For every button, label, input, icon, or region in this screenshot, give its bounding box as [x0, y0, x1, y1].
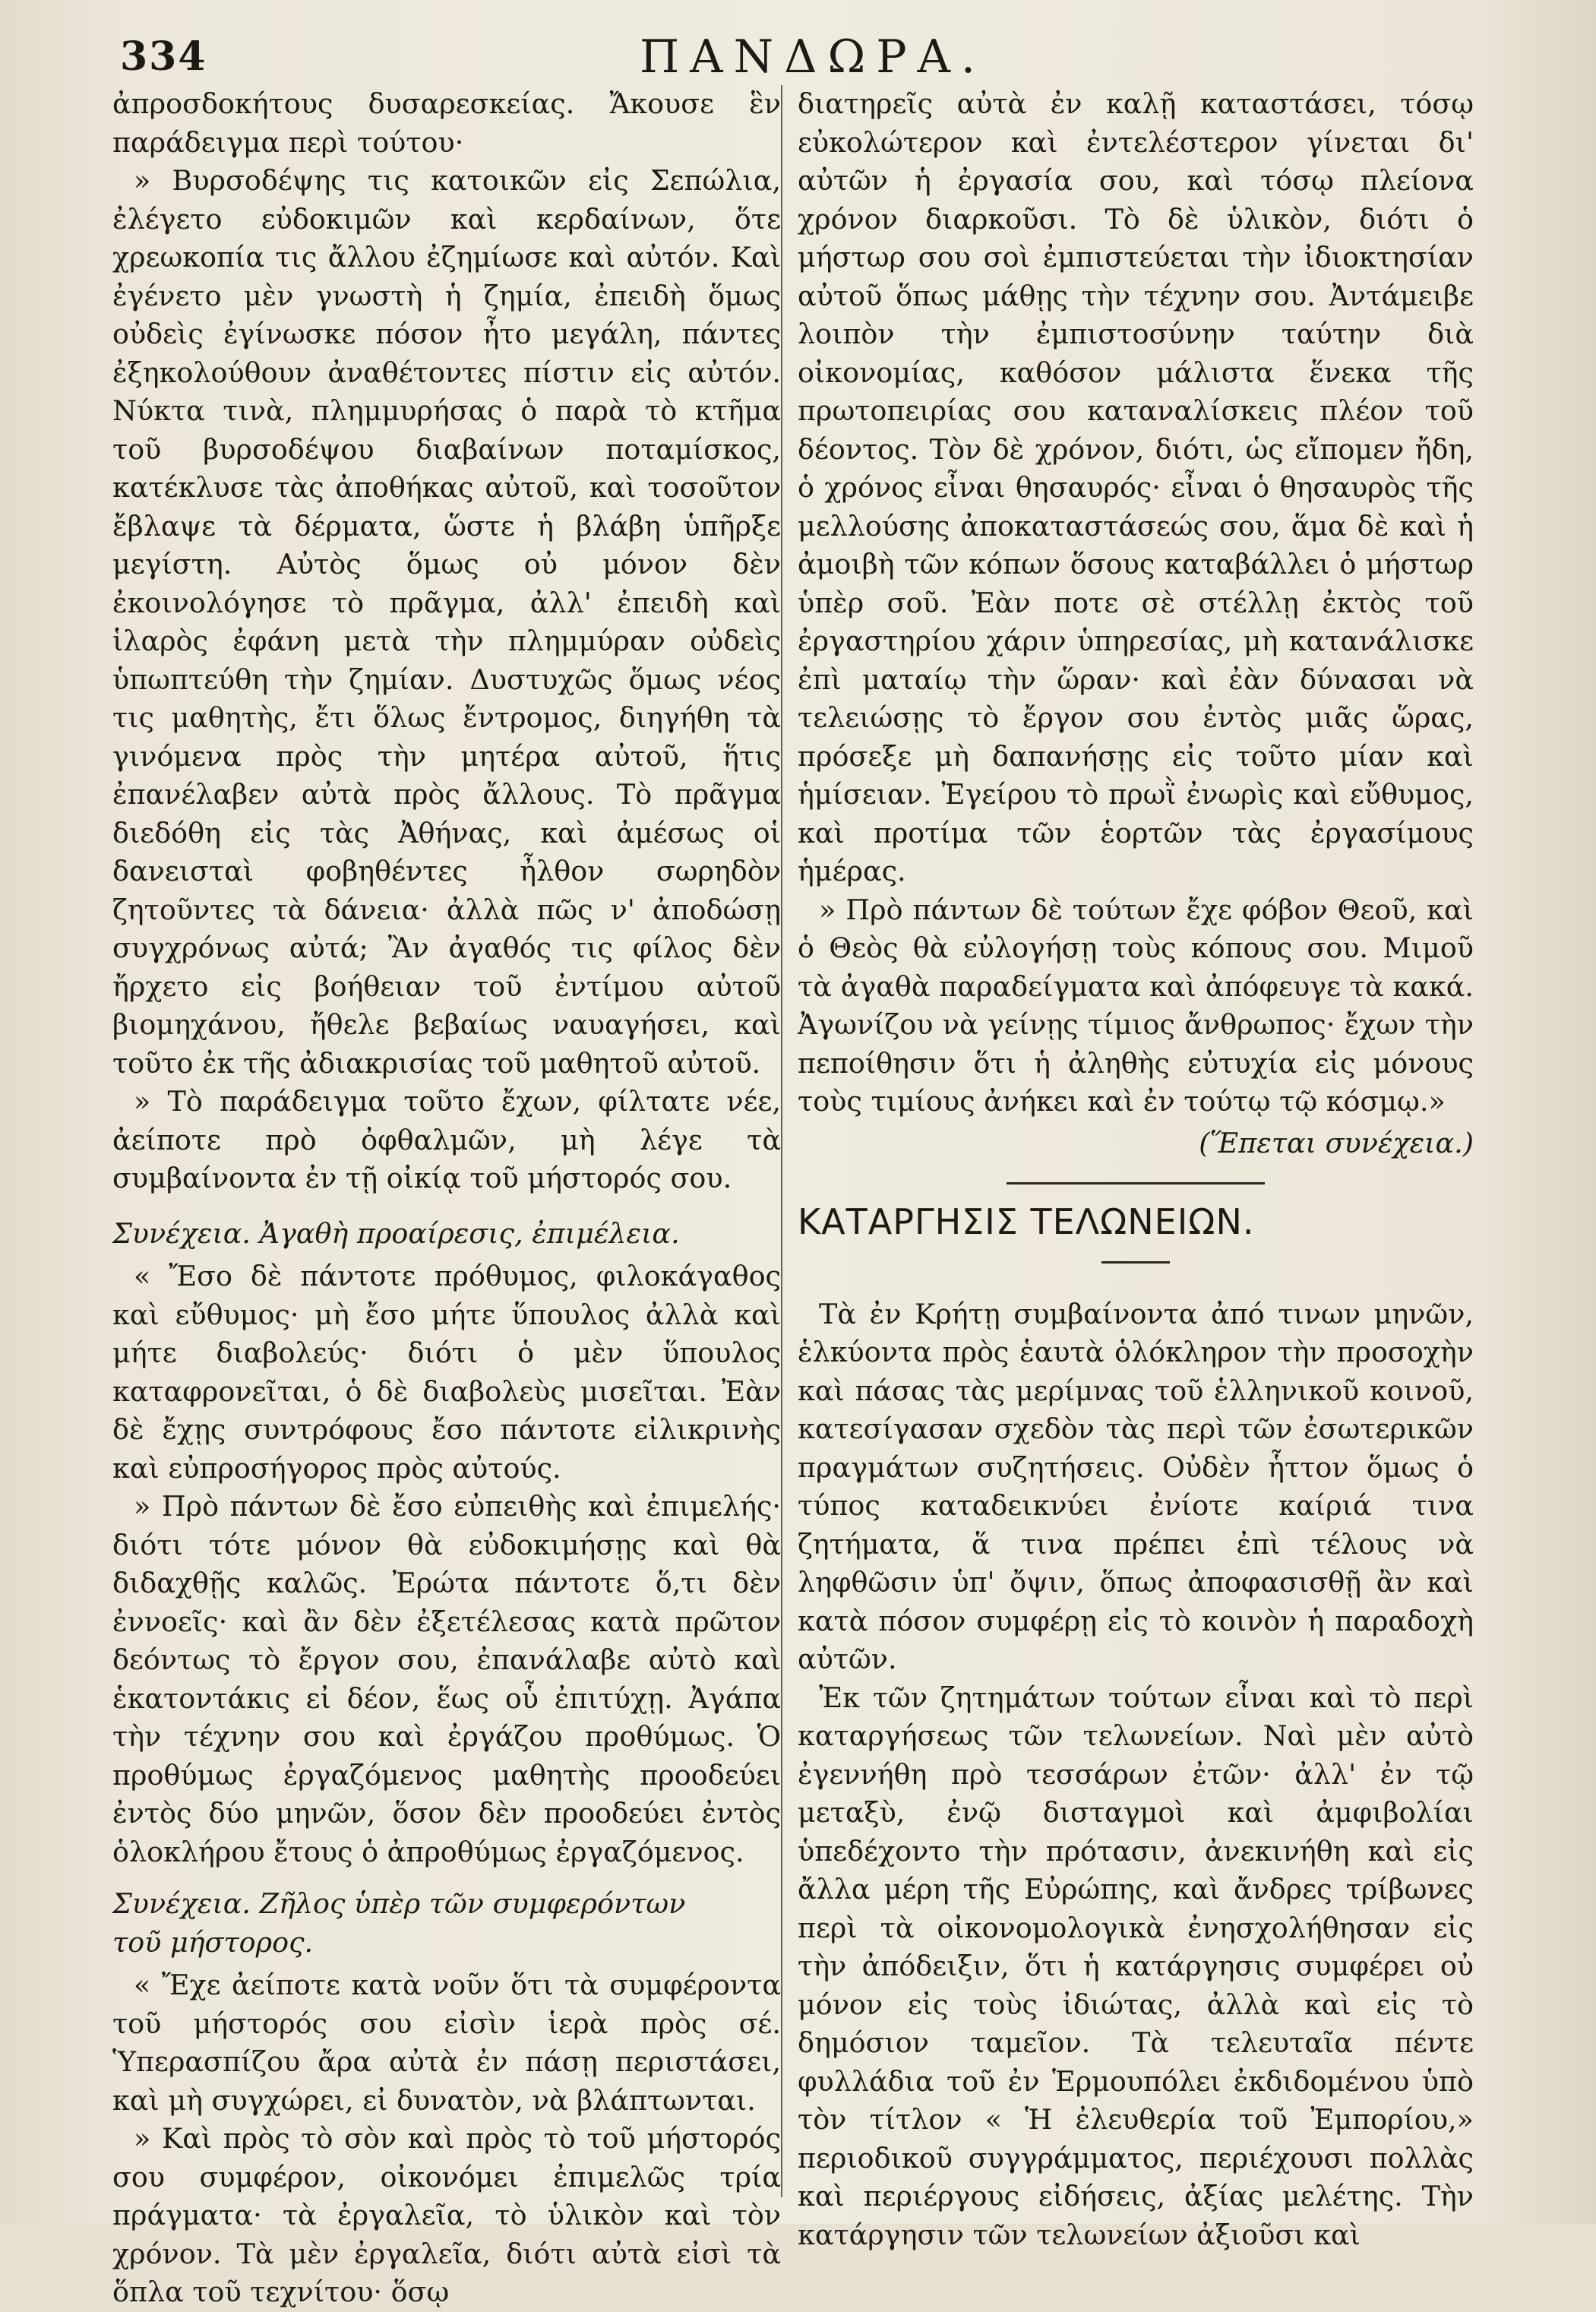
- paragraph: διατηρεῖς αὐτὰ ἐν καλῇ καταστάσει, τόσῳ εὐκολώτερον καὶ ἐντελέστερον γίνεται δι' αὐτῶν ἡ ἐργασία σου, καὶ τόσῳ πλείονα χρόνον διαρκοῦσι. Τὸ δὲ ὑλικὸν, διότι ὁ μήστωρ σου σοὶ ἐμπιστεύεται τὴν ἰδιοκτησίαν αὐτοῦ ὅπως μάθῃς τὴν τέχνην σου. Ἀντάμειβε λοιπὸν τὴν ἐμπιστοσύνην ταύτην διὰ οἰκονομίας, καθόσον μάλιστα ἕνεκα τῆς πρωτοπειρίας σου καταναλίσκεις πλέον τοῦ δέοντος. Τὸν δὲ χρόνον, διότι, ὡς εἴπομεν ἤδη, ὁ χρόνος εἶναι θησαυρός· εἶναι ὁ θησαυρὸς τῆς μελλούσης ἀποκαταστάσεώς σου, ἅμα δὲ καὶ ἡ ἀμοιβὴ τῶν κόπων ὅσους καταβάλλει ὁ μήστωρ ὑπὲρ σοῦ. Ἐὰν ποτε σὲ στέλλῃ ἐκτὸς τοῦ ἐργαστηρίου χάριν ὑπηρεσίας, μὴ κατανάλισκε ἐπὶ ματαίῳ τὴν ὥραν· καὶ ἐὰν δύνασαι νὰ τελειώσῃς τὸ ἔργον σου ἐντὸς μιᾶς ὥρας, πρόσεξε μὴ δαπανήσῃς εἰς τοῦτο μίαν καὶ ἡμίσειαν. Ἐγείρου τὸ πρωῒ ἐνωρὶς καὶ εὔθυμος, καὶ προτίμα τῶν ἑορτῶν τὰς ἐργασίμους ἡμέρας.: [798, 87, 1474, 887]
- continued-note: (Ἕπεται συνέχεια.): [1199, 1126, 1474, 1159]
- section-divider: [1007, 1182, 1265, 1184]
- paragraph: Ἐκ τῶν ζητημάτων τούτων εἶναι καὶ τὸ περὶ καταργήσεως τῶν τελωνείων. Ναὶ μὲν αὐτὸ ἐγεννήθη πρὸ τεσσάρων ἐτῶν· ἀλλ' ἐν τῷ μεταξὺ, ἐνῷ δισταγμοὶ καὶ ἀμφιβολίαι ὑπεδέχοντο τὴν πρότασιν, ἀνεκινήθη καὶ εἰς ἄλλα μέρη τῆς Εὐρώπης, καὶ ἄνδρες τρίβωνες περὶ τὰ οἰκονομολογικὰ ἐνησχολήθησαν εἰς τὴν ἀπόδειξιν, ὅτι ἡ κατάργησις συμφέρει οὐ μόνον εἰς τοὺς ἰδιώτας, ἀλλὰ καὶ εἰς τὸ δημόσιον ταμεῖον. Τὰ τελευταῖα πέντε φυλλάδια τοῦ ἐν Ἑρμουπόλει ἐκδιδομένου ὑπὸ τὸν τίτλον « Ἡ ἐλευθερία τοῦ Ἐμπορίου,» περιοδικοῦ συγγράμματος, περιέχουσι πολλὰς καὶ περιέργους εἰδήσεις, ἀξίας μελέτης. Τὴν κατάργησιν τῶν τελωνείων ἀξιοῦσι καὶ: [798, 1681, 1474, 2251]
- right-column: [798, 85, 1474, 2251]
- paragraph: ἀπροσδοκήτους δυσαρεσκείας. Ἄκουσε ἓν παράδειγμα περὶ τούτου·: [112, 87, 781, 159]
- paragraph: » Βυρσοδέψης τις κατοικῶν εἰς Σεπώλια, ἐλέγετο εὐδοκιμῶν καὶ κερδαίνων, ὅτε χρεωκοπία τις ἄλλου ἐζημίωσε καὶ αὐτόν. Καὶ ἐγένετο μὲν γνωστὴ ἡ ζημία, ἐπειδὴ ὅμως οὐδεὶς ἐγίνωσκε πόσον ἦτο μεγάλη, πάντες ἐξηκολούθουν ἀναθέτοντες πίστιν εἰς αὐτόν. Νύκτα τινὰ, πλημμυρήσας ὁ παρὰ τὸ κτῆμα τοῦ βυρσοδέψου διαβαίνων ποταμίσκος, κατέκλυσε τὰς ἀποθήκας αὐτοῦ, καὶ τοσοῦτον ἔβλαψε τὰ δέρματα, ὥστε ἡ βλάβη ὑπῆρξε μεγίστη. Αὐτὸς ὅμως οὐ μόνον δὲν ἐκοινολόγησε τὸ πρᾶγμα, ἀλλ' ἐπειδὴ καὶ ἱλαρὸς ἐφάνη μετὰ τὴν πλημμύραν οὐδεὶς ὑπωπτεύθη τὴν ζημίαν. Δυστυχῶς ὅμως νέος τις μαθητὴς, ἔτι ὅλως ἔντρομος, διηγήθη τὰ γινόμενα πρὸς τὴν μητέρα αὐτοῦ, ἥτις ἐπανέλαβεν αὐτὰ πρὸς ἄλλους. Τὸ πρᾶγμα διεδόθη εἰς τὰς Ἀθήνας, καὶ ἀμέσως οἱ δανεισταὶ φοβηθέντες ἦλθον σωρηδὸν ζητοῦντες τὰ δάνεια· ἀλλὰ πῶς ν' ἀποδώσῃ συγχρόνως αὐτά; Ἂν ἀγαθός τις φίλος δὲν ἤρχετο εἰς βοήθειαν τοῦ ἐντίμου αὐτοῦ βιομηχάνου, ἤθελε βεβαίως ναυαγήσει, καὶ τοῦτο ἐκ τῆς ἀδιακρισίας τοῦ μαθητοῦ αὐτοῦ.: [112, 164, 781, 1080]
- paragraph: » Πρὸ πάντων δὲ τούτων ἔχε φόβον Θεοῦ, καὶ ὁ Θεὸς θὰ εὐλογήσῃ τοὺς κόπους σου. Μιμοῦ τὰ ἀγαθὰ παραδείγματα καὶ ἀπόφευγε τὰ κακά. Ἀγωνίζου νὰ γείνῃς τίμιος ἄνθρωπος· ἔχων τὴν πεποίθησιν ὅτι ἡ ἀληθὴς εὐτυχία εἰς μόνους τοὺς τιμίους ἀνήκει καὶ ἐν τούτῳ τῷ κόσμῳ.»: [798, 893, 1474, 1118]
- paragraph: Τὰ ἐν Κρήτῃ συμβαίνοντα ἀπό τινων μηνῶν, ἑλκύοντα πρὸς ἑαυτὰ ὁλόκληρον τὴν προσοχὴν καὶ πάσας τὰς μερίμνας τοῦ ἑλληνικοῦ κοινοῦ, κατεσίγασαν σχεδὸν τὰς περὶ τῶν ἐσωτερικῶν πραγμάτων συζητήσεις. Οὐδὲν ἧττον ὅμως ὁ τύπος καταδεικνύει ἐνίοτε καίριά τινα ζητήματα, ἅ τινα πρέπει ἐπὶ τέλους νὰ ληφθῶσιν ὑπ' ὄψιν, ὅπως ἀποφασισθῇ ἂν καὶ κατὰ πόσον συμφέρῃ εἰς τὸ κοινὸν ἡ παραδοχὴ αὐτῶν.: [798, 1297, 1474, 1675]
- left-column: [112, 85, 781, 2308]
- title-ornament: [1101, 1261, 1170, 1264]
- subheading: Συνέχεια. Ζῆλος ὑπὲρ τῶν συμφερόντων: [112, 1887, 686, 1920]
- section-title: ΚΑΤΑΡΓΗΣΙΣ ΤΕΛΩΝΕΙΩΝ.: [798, 1201, 1255, 1242]
- paragraph: « Ἔσο δὲ πάντοτε πρόθυμος, φιλοκάγαθος καὶ εὔθυμος· μὴ ἔσο μήτε ὕπουλος ἀλλὰ καὶ μήτε διαβολεύς· διότι ὁ μὲν ὕπουλος καταφρονεῖται, ὁ δὲ διαβολεὺς μισεῖται. Ἐὰν δὲ ἔχῃς συντρόφους ἔσο πάντοτε εἰλικρινὴς καὶ εὐπροσήγορος πρὸς αὐτούς.: [112, 1260, 781, 1485]
- subheading-continuation: τοῦ μήστορος.: [112, 1925, 314, 1959]
- paragraph: « Ἔχε ἀείποτε κατὰ νοῦν ὅτι τὰ συμφέροντα τοῦ μήστορός σου εἰσὶν ἱερὰ πρὸς σέ. Ὑπερασπίζου ἄρα αὐτὰ ἐν πάσῃ περιστάσει, καὶ μὴ συγχώρει, εἰ δυνατὸν, νὰ βλάπτωνται.: [112, 1969, 781, 2117]
- column-divider: [781, 85, 782, 2197]
- paragraph: » Τὸ παράδειγμα τοῦτο ἔχων, φίλτατε νέε, ἀείποτε πρὸ ὀφθαλμῶν, μὴ λέγε τὰ συμβαίνοντα ἐν τῇ οἰκίᾳ τοῦ μήστορός σου.: [112, 1085, 781, 1194]
- paragraph: » Πρὸ πάντων δὲ ἔσο εὐπειθὴς καὶ ἐπιμελής· διότι τότε μόνον θὰ εὐδοκιμήσῃς καὶ θὰ διδαχθῇς καλῶς. Ἐρώτα πάντοτε ὅ,τι δὲν ἐννοεῖς· καὶ ἂν δὲν ἐξετέλεσας κατὰ πρῶτον δεόντως τὸ ἔργον σου, ἐπανάλαβε αὐτὸ καὶ ἑκατοντάκις εἰ δέον, ἕως οὗ ἐπιτύχῃ. Ἀγάπα τὴν τέχνην σου καὶ ἐργάζου προθύμως. Ὁ προθύμως ἐργαζόμενος μαθητὴς προοδεύει ἐντὸς δύο μηνῶν, ὅσον δὲν προοδεύει ἐντὸς ὁλοκλήρου ἔτους ὁ ἀπροθύμως ἐργαζόμενος.: [112, 1490, 781, 1868]
- subheading: Συνέχεια. Ἀγαθὴ προαίρεσις, ἐπιμέλεια.: [112, 1216, 680, 1250]
- paragraph: » Καὶ πρὸς τὸ σὸν καὶ πρὸς τὸ τοῦ μήστορός σου συμφέρον, οἰκονόμει ἐπιμελῶς τρία πράγματα· τὰ ἐργαλεῖα, τὸ ὑλικὸν καὶ τὸν χρόνον. Τὰ μὲν ἐργαλεῖα, διότι αὐτὰ εἰσὶ τὰ ὅπλα τοῦ τεχνίτου· ὅσῳ: [112, 2122, 781, 2308]
- page-header: [106, 26, 1519, 94]
- page-number: 334: [120, 33, 207, 80]
- running-title: ΠΑΝΔΩΡΑ.: [639, 30, 986, 84]
